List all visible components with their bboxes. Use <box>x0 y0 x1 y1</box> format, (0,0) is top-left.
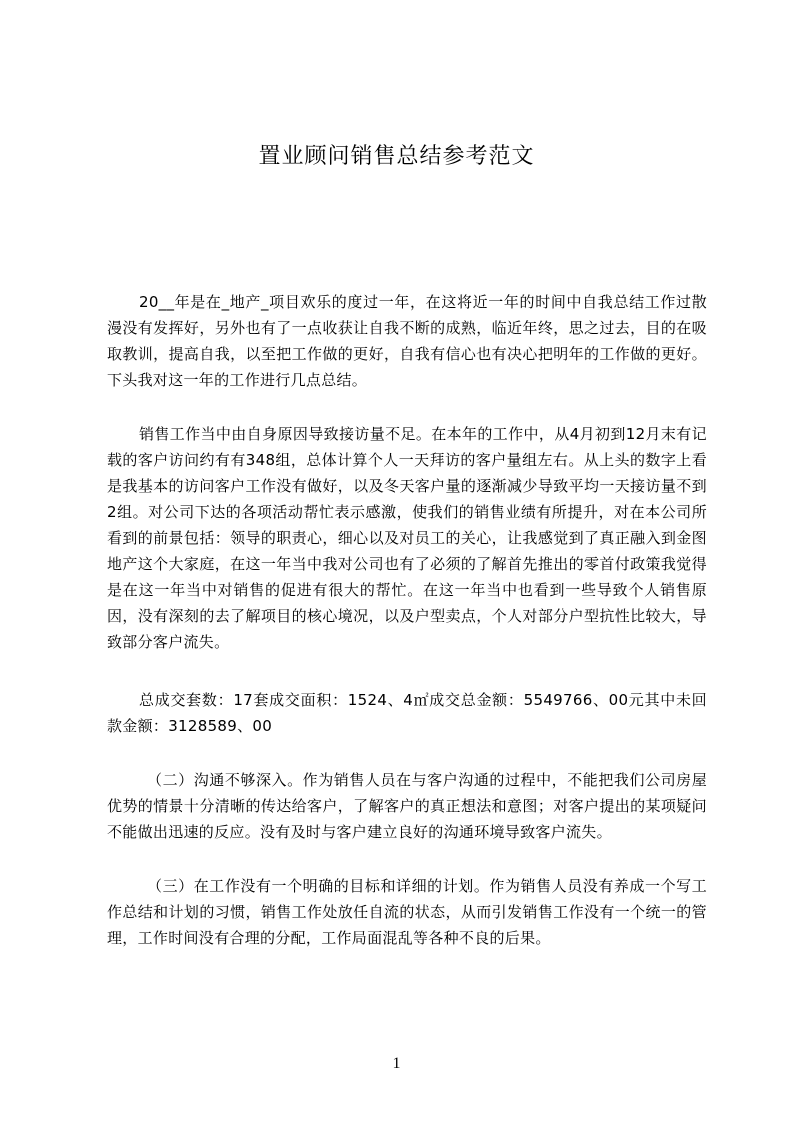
paragraph-communication: （二）沟通不够深入。作为销售人员在与客户沟通的过程中，不能把我们公司房屋优势的情景十分清晰的传达给客户，了解客户的真正想法和意图；对客户提出的某项疑问不能做出迅速的反应。没有及时与客户建立良好的沟通环境导致客户流失。 <box>107 771 707 841</box>
document-title: 置业顾问销售总结参考范文 <box>258 144 535 169</box>
paragraph-intro: 20__年是在_地产_项目欢乐的度过一年，在这将近一年的时间中自我总结工作过散漫没有发挥好，另外也有了一点收获让自我不断的成熟，临近年终，思之过去，目的在吸取教训，提高自我，以至把工作做的更好，自我有信心也有决心把明年的工作做的更好。下头我对这一年的工作进行几点总结。 <box>107 293 707 389</box>
paragraph-sales-figures: 总成交套数：17套成交面积：1524、4㎡成交总金额：5549766、00元其中未回款金额：3128589、00 <box>107 691 707 735</box>
paragraph-sales-visits: 销售工作当中由自身原因导致接访量不足。在本年的工作中，从4月初到12月末有记载的客户访问约有有348组，总体计算个人一天拜访的客户量组左右。从上头的数字上看是我基本的访问客户工作没有做好，以及冬天客户量的逐渐减少导致平均一天接访量不到2组。对公司下达的各项活动帮忙表示感激，使我们的销售业绩有所提升，对在本公司所看到的前景包括：领导的职责心，细心以及对员工的关心，让我感觉到了真正融入到金图地产这个大家庭，在这一年当中我对公司也有了必须的了解首先推出的零首付政策我觉得是在这一年当中对销售的促进有很大的帮忙。在这一年当中也看到一些导致个人销售原因，没有深刻的去了解项目的核心境况，以及户型卖点，个人对部分户型抗性比较大，导致部分客户流失。 <box>107 425 707 651</box>
paragraph-planning: （三）在工作没有一个明确的目标和详细的计划。作为销售人员没有养成一个写工作总结和计划的习惯，销售工作处放任自流的状态，从而引发销售工作没有一个统一的管理，工作时间没有合理的分配，工作局面混乱等各种不良的后果。 <box>107 877 707 947</box>
page-number: 1 <box>392 1055 401 1072</box>
